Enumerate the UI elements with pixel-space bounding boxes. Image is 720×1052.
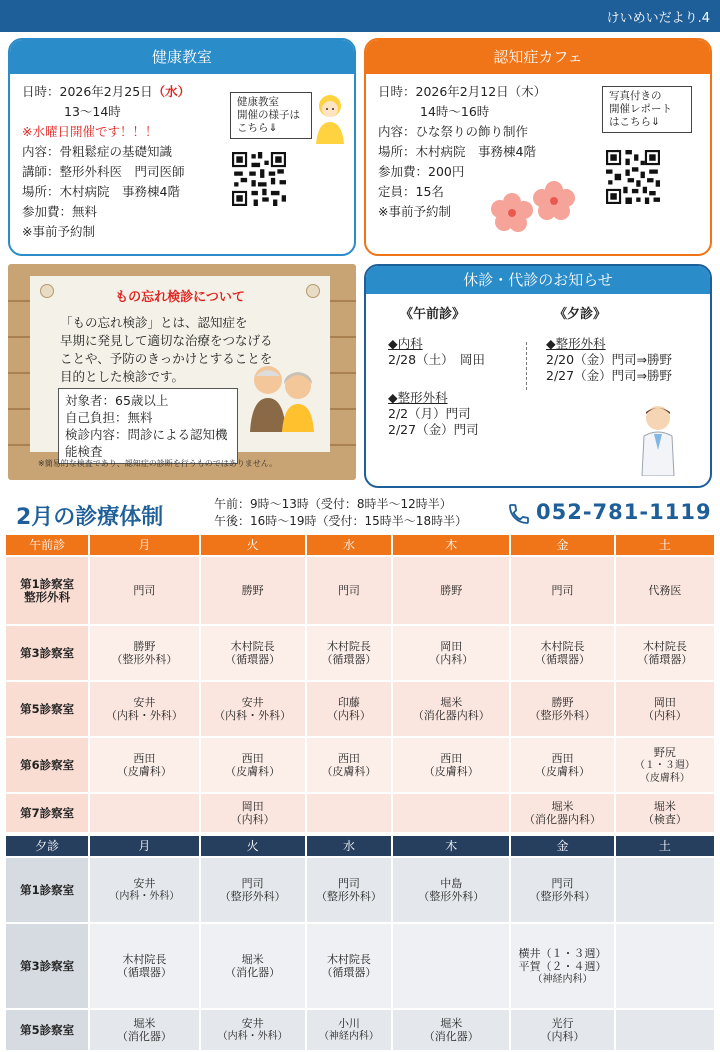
room-label: 第1診察室 整形外科	[6, 557, 88, 624]
page-label: けいめいだより.4	[606, 11, 710, 26]
table-row	[6, 1010, 714, 1050]
schedule-cell	[307, 794, 391, 832]
health-class-content: 内容：骨粗鬆症の基礎知識	[22, 144, 173, 159]
memory-check-paper	[30, 276, 330, 459]
dementia-cafe-qr-code[interactable]	[606, 150, 660, 204]
health-class-weekday: （水）	[152, 84, 191, 99]
room-label: 第7診察室	[6, 794, 88, 832]
am-day-mon: 月	[90, 535, 198, 555]
dementia-cafe-card	[364, 38, 712, 256]
schedule-cell: 堀米 （消化器）	[201, 924, 305, 1008]
schedule-cell: 光行 （内科）	[511, 1010, 613, 1050]
table-row	[6, 794, 714, 832]
room-label: 第3診察室	[6, 924, 88, 1008]
dementia-cafe-fee: 参加費：200円	[378, 164, 465, 179]
health-class-card	[8, 38, 356, 256]
health-class-qr-note: 健康教室 開催の様子は こちら⇓	[230, 92, 312, 139]
table-row	[6, 858, 714, 922]
health-class-lecturer: 講師：整形外科医 門司医師	[22, 164, 185, 179]
schedule-cell: 代務医	[616, 557, 714, 624]
memory-check-board	[8, 264, 356, 480]
schedule-cell: 木村院長 （循環器）	[201, 626, 305, 680]
dementia-cafe-title: 認知症カフェ	[366, 40, 710, 74]
dementia-cafe-content: 内容：ひな祭りの飾り制作	[378, 124, 529, 139]
schedule-cell: 木村院長 （循環器）	[511, 626, 613, 680]
health-class-fee: 参加費：無料	[22, 204, 98, 219]
schedule-title: 2月の診療体制	[16, 505, 164, 530]
dementia-cafe-time: 14時～16時	[420, 104, 490, 119]
room-label: 第1診察室	[6, 858, 88, 922]
schedule-cell: 安井 （内科・外科）	[90, 858, 198, 922]
schedule-cell: 西田 （皮膚科）	[511, 738, 613, 792]
pm-schedule-table	[4, 834, 716, 1052]
schedule-cell: 西田 （皮膚科）	[201, 738, 305, 792]
schedule-cell: 勝野	[201, 557, 305, 624]
dementia-cafe-reservation: ※事前予約制	[378, 204, 451, 219]
pm-corner-label: 夕診	[6, 836, 88, 856]
schedule-cell	[90, 794, 198, 832]
health-class-time: 13～14時	[64, 104, 121, 119]
am-day-fri: 金	[511, 535, 613, 555]
header-bar	[0, 0, 720, 32]
health-class-place: 場所：木村病院 事務棟4階	[22, 184, 180, 199]
schedule-cell: 岡田 （内科）	[616, 682, 714, 736]
closure-pm-title: 《夕診》	[554, 307, 607, 322]
am-header-row	[6, 535, 714, 555]
memory-check-footnote: ※簡易的な検査であり、認知症の診断を行うものではありません。	[38, 459, 278, 468]
dementia-cafe-qr-note: 写真付きの 開催レポート はこちら⇓	[602, 86, 692, 133]
room-label: 第3診察室	[6, 626, 88, 680]
room-label: 第5診察室	[6, 1010, 88, 1050]
closure-notice-card	[364, 264, 712, 488]
schedule-cell: 安井 （内科・外科）	[201, 1010, 305, 1050]
dementia-cafe-place: 場所：木村病院 事務棟4階	[378, 144, 536, 159]
room-label: 第6診察室	[6, 738, 88, 792]
schedule-cell: 岡田 （内科）	[393, 626, 509, 680]
memory-check-details: 対象者：65歳以上 自己負担：無料 検診内容：問診による認知機能検査	[58, 388, 238, 464]
am-corner-label: 午前診	[6, 535, 88, 555]
table-row	[6, 738, 714, 792]
schedule-cell: 堀米 （消化器）	[393, 1010, 509, 1050]
schedule-cell: 木村院長 （循環器）	[90, 924, 198, 1008]
pm-header-row	[6, 836, 714, 856]
schedule-cell: 木村院長 （循環器）	[307, 626, 391, 680]
memory-check-description: 「もの忘れ検診」とは、認知症を 早期に発見して適切な治療をつなげる ことや、予防のきっかけとすることを 目的とした検診です。	[60, 315, 273, 384]
schedule-cell: 門司	[307, 557, 391, 624]
closure-am-internal: ◆内科 2/28（土） 岡田	[388, 336, 485, 367]
health-class-warning: ※水曜日開催です！！！	[22, 124, 158, 139]
schedule-cell: 堀米 （消化器内科）	[511, 794, 613, 832]
closure-pm-orthopedics: ◆整形外科 2/20（金）門司⇒勝野 2/27（金）門司⇒勝野	[546, 336, 673, 383]
table-row	[6, 924, 714, 1008]
schedule-cell: 門司 （整形外科）	[511, 858, 613, 922]
schedule-cell: 堀米 （検査）	[616, 794, 714, 832]
schedule-cell: 西田 （皮膚科）	[307, 738, 391, 792]
schedule-cell: 岡田 （内科）	[201, 794, 305, 832]
am-day-wed: 水	[307, 535, 391, 555]
schedule-cell: 門司	[511, 557, 613, 624]
schedule-cell: 木村院長 （循環器）	[307, 924, 391, 1008]
am-schedule-table	[4, 533, 716, 834]
closure-am-title: 《午前診》	[400, 307, 466, 322]
nurse-illustration	[310, 92, 350, 144]
closure-am-orthopedics: ◆整形外科 2/2（月）門司 2/27（金）門司	[388, 390, 479, 437]
health-class-qr-code[interactable]	[232, 152, 286, 206]
schedule-cell: 中島 （整形外科）	[393, 858, 509, 922]
pm-day-sat: 土	[616, 836, 714, 856]
table-row	[6, 557, 714, 624]
health-class-reservation: ※事前予約制	[22, 224, 95, 239]
schedule-cell: 堀米 （消化器）	[90, 1010, 198, 1050]
dementia-cafe-capacity: 定員：15名	[378, 184, 444, 199]
schedule-cell	[393, 924, 509, 1008]
schedule-cell: 門司	[90, 557, 198, 624]
schedule-cell	[616, 924, 714, 1008]
schedule-cell: 西田 （皮膚科）	[90, 738, 198, 792]
schedule-cell: 堀米 （消化器内科）	[393, 682, 509, 736]
closure-notice-title: 休診・代診のお知らせ	[366, 266, 710, 294]
schedule-cell	[393, 794, 509, 832]
health-class-date: 日時：2026年2月25日	[22, 84, 153, 99]
memory-check-title: もの忘れ検診について	[115, 290, 245, 305]
am-day-thu: 木	[393, 535, 509, 555]
phone-icon	[506, 502, 532, 526]
schedule-cell: 横井（１・３週） 平賀（２・４週） （神経内科）	[511, 924, 613, 1008]
pm-day-mon: 月	[90, 836, 198, 856]
doctor-illustration	[636, 404, 680, 476]
schedule-cell: 勝野 （整形外科）	[90, 626, 198, 680]
schedule-cell: 安井 （内科・外科）	[201, 682, 305, 736]
pm-day-tue: 火	[201, 836, 305, 856]
table-row	[6, 626, 714, 680]
schedule-cell: 木村院長 （循環器）	[616, 626, 714, 680]
am-day-tue: 火	[201, 535, 305, 555]
schedule-cell: 印藤 （内科）	[307, 682, 391, 736]
schedule-cell	[616, 1010, 714, 1050]
room-label: 第5診察室	[6, 682, 88, 736]
am-day-sat: 土	[616, 535, 714, 555]
dementia-cafe-date: 日時：2026年2月12日（木）	[378, 84, 547, 99]
schedule-cell: 門司 （整形外科）	[201, 858, 305, 922]
pm-day-thu: 木	[393, 836, 509, 856]
health-class-title: 健康教室	[10, 40, 354, 74]
phone-number[interactable]: 052-781-1119	[536, 500, 712, 524]
plum-blossom-illustration	[490, 180, 582, 236]
schedule-cell: 野尻 （１・３週） （皮膚科）	[616, 738, 714, 792]
schedule-hours: 午前：9時～13時（受付：8時半～12時半） 午後：16時～19時（受付：15時半～18時半）	[214, 497, 468, 528]
pm-day-fri: 金	[511, 836, 613, 856]
schedule-cell: 勝野	[393, 557, 509, 624]
pm-day-wed: 水	[307, 836, 391, 856]
schedule-cell: 勝野 （整形外科）	[511, 682, 613, 736]
schedule-cell	[616, 858, 714, 922]
schedule-cell: 門司 （整形外科）	[307, 858, 391, 922]
schedule-cell: 西田 （皮膚科）	[393, 738, 509, 792]
schedule-cell: 小川 （神経内科）	[307, 1010, 391, 1050]
schedule-cell: 安井 （内科・外科）	[90, 682, 198, 736]
table-row	[6, 682, 714, 736]
elderly-couple-illustration	[242, 358, 322, 432]
